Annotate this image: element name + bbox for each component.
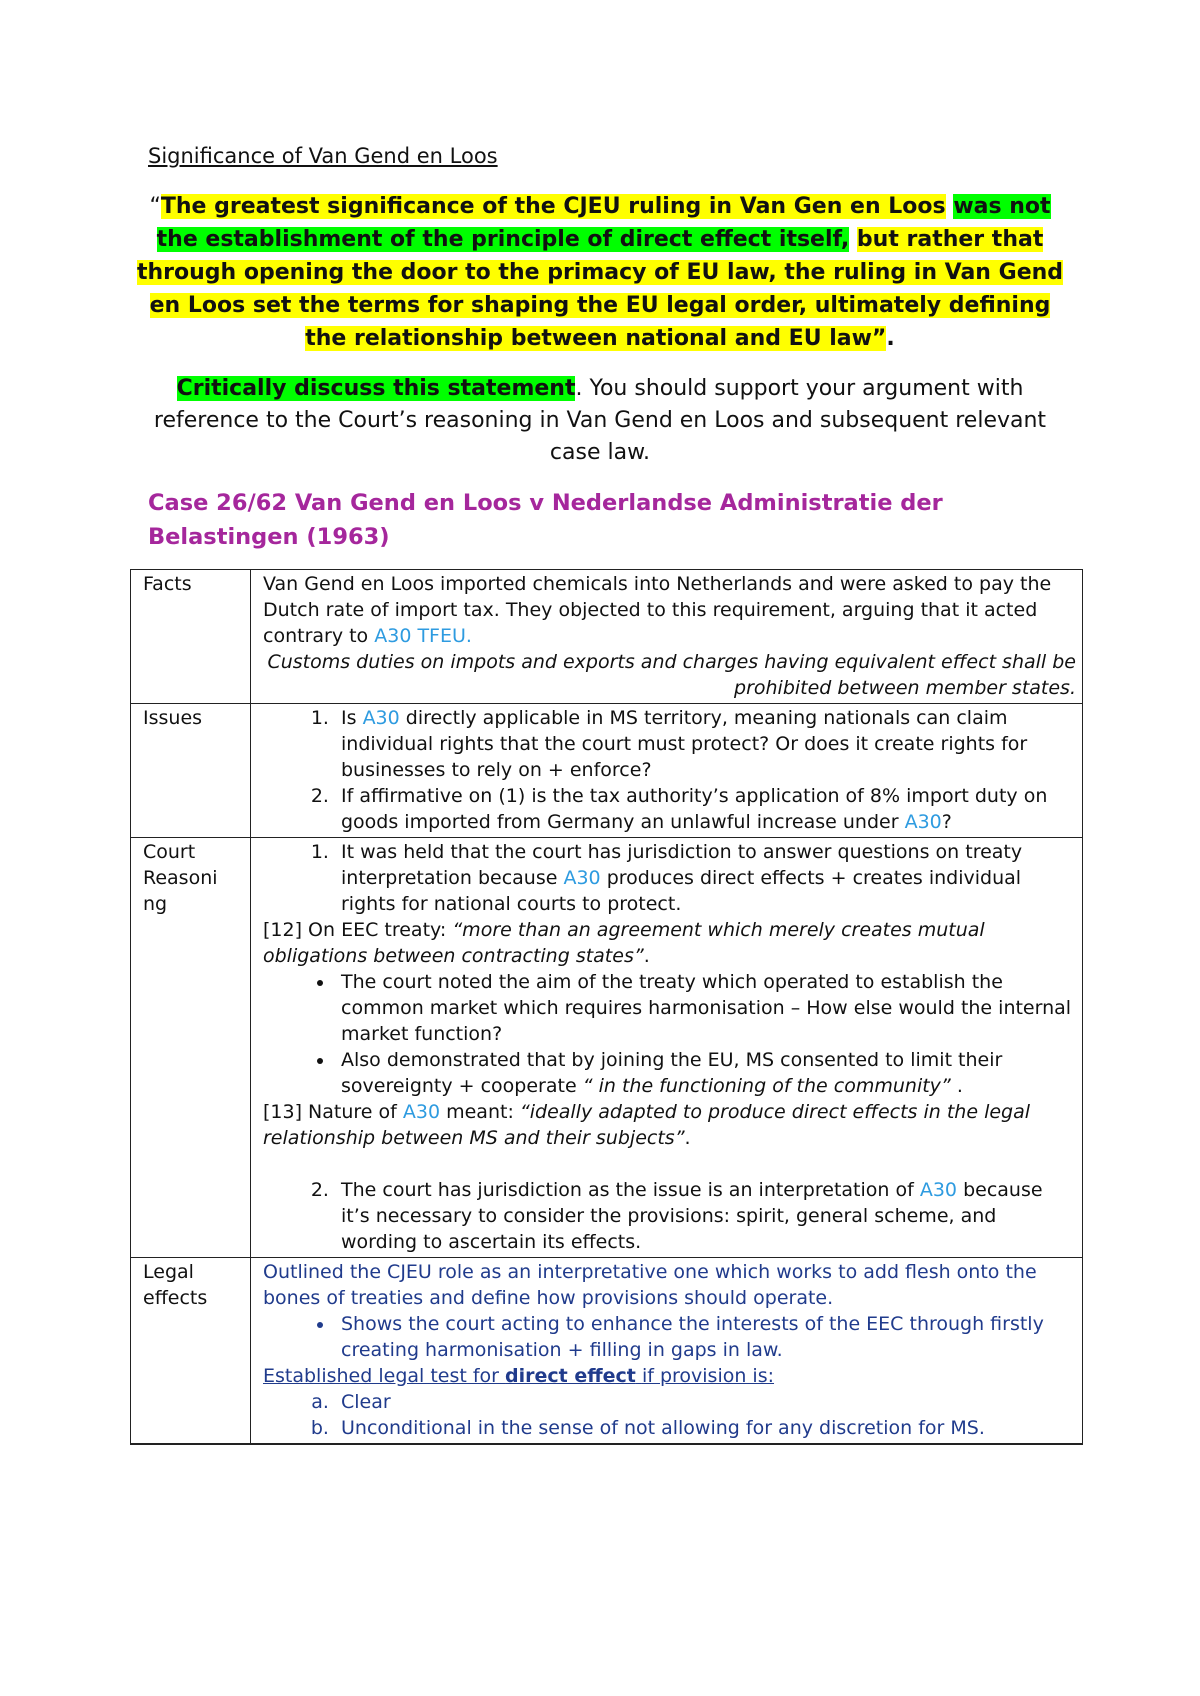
p13-quote: “ideally adapted to produce direct effects in the legal relationship between MS and their subjects” [263, 1101, 1031, 1149]
facts-quote: Customs duties on impots and exports and charges having equivalent effect shall be prohibited between member states. [267, 651, 1076, 699]
issue-2-ref: A30 [904, 811, 942, 833]
p13-text-a: [13] Nature of [263, 1101, 397, 1123]
list-item: a. Clear [335, 1389, 1076, 1415]
issues-label: Issues [131, 704, 251, 838]
reasoning-content [251, 838, 1083, 1258]
list-item [335, 839, 1076, 917]
essay-quote [135, 190, 1065, 355]
legal-effects-intro: Outlined the CJEU role as an interpretative one which works to add flesh onto the bones of treaties and define how provisions should operate. [263, 1261, 1037, 1309]
legal-test-text-a: Established legal test for [263, 1365, 499, 1387]
reasoning-label: Court Reasoni ng [131, 838, 251, 1258]
quote-part-3: but rather that through opening the door to the primacy of EU law, the ruling in Van Gend en Loos set the terms for shaping the EU legal order, ultimately defining the relationship between national and EU law” [136, 227, 1064, 351]
p13-ref: A30 [402, 1101, 441, 1123]
legal-effects-content [251, 1258, 1083, 1445]
bullet-2-quote: “ in the functioning of the community” [582, 1075, 951, 1097]
issue-2-text-a: If affirmative on (1) is the tax authority’s application of 8% import duty on goods imported from Germany an unlawful increase under [341, 785, 1048, 833]
table-row-reasoning [131, 838, 1083, 1258]
issue-1-text-a: Is [341, 707, 357, 729]
reasoning-1-text-a: It was held that the court has jurisdiction to answer questions on treaty interpretation because [341, 841, 1023, 889]
facts-label: Facts [131, 570, 251, 704]
spacer [263, 1151, 1076, 1177]
reasoning-2-text-a: The court has jurisdiction as the issue is an interpretation of [341, 1179, 914, 1201]
table-row-facts [131, 570, 1083, 704]
paragraph-13 [263, 1099, 1076, 1151]
quote-part-1: The greatest significance of the CJEU ruling in Van Gen en Loos [160, 194, 946, 219]
facts-article-ref: A30 TFEU. [374, 625, 472, 647]
case-heading: Case 26/62 Van Gend en Loos v Nederlandse Administratie der Belastingen (1963) [148, 490, 943, 550]
reasoning-list-1 [263, 839, 1076, 917]
list-item: • The court noted the aim of the treaty which operated to establish the common market which requires harmonisation – How else would the internal market function? [335, 969, 1076, 1047]
reasoning-1-text-b: produces direct effects + creates individual rights for national courts to protect. [341, 867, 1022, 915]
list-item: • Shows the court acting to enhance the interests of the EEC through firstly creating harmonisation + filling in gaps in law. [335, 1311, 1076, 1363]
p12-quote: “more than an agreement which merely creates mutual obligations between contracting states” [263, 919, 985, 967]
list-item [335, 1177, 1076, 1255]
facts-body: Van Gend en Loos imported chemicals into Netherlands and were asked to pay the Dutch rate of import tax. They objected to this requirement, arguing that it acted contrary to [263, 573, 1052, 647]
list-item [335, 1047, 1076, 1099]
bullet-2-end: . [956, 1075, 963, 1097]
page-title: Significance of Van Gend en Loos [148, 144, 498, 168]
reasoning-2-ref: A30 [919, 1179, 958, 1201]
bullet-2-text: Also demonstrated that by joining the EU, MS consented to limit their sovereignty + cooperate [341, 1049, 1003, 1097]
issue-1-text-b: directly applicable in MS territory, meaning nationals can claim individual rights that the court must protect? Or does it create rights for businesses to rely on + enforce? [341, 707, 1028, 781]
issues-content [251, 704, 1083, 838]
reasoning-1-ref: A30 [563, 867, 601, 889]
legal-effects-label: Legal effects [131, 1258, 251, 1445]
issues-list [263, 705, 1076, 835]
p12-end: . [643, 945, 650, 967]
legal-test-heading [263, 1363, 1076, 1389]
reasoning-2-text-b: because it’s necessary to consider the provisions: spirit, general scheme, and wording to ascertain its effects. [341, 1179, 1043, 1253]
list-item [335, 783, 1076, 835]
legal-effects-bullets [263, 1311, 1076, 1363]
p12-text: [12] On EEC treaty: [263, 919, 447, 941]
facts-content [251, 570, 1083, 704]
issue-2-text-b: ? [941, 811, 952, 833]
p13-text-b: meant: [446, 1101, 514, 1123]
quote-open-mark: “ [149, 194, 161, 219]
issue-1-ref: A30 [362, 707, 400, 729]
case-table [130, 569, 1083, 1445]
table-row-issues [131, 704, 1083, 838]
legal-test-criteria [263, 1389, 1076, 1441]
list-item [335, 705, 1076, 783]
task-highlight: Critically discuss this statement [176, 376, 576, 401]
p13-end: . [684, 1127, 691, 1149]
legal-test-text-b: if provision is: [641, 1365, 775, 1387]
facts-text [263, 571, 1076, 649]
legal-test-bold: direct effect [505, 1365, 636, 1387]
reasoning-list-2 [263, 1177, 1076, 1255]
quote-end: . [886, 326, 895, 351]
essay-task [135, 373, 1065, 469]
list-item: b. Unconditional in the sense of not allowing for any discretion for MS. [335, 1415, 1076, 1441]
table-row-legal-effects [131, 1258, 1083, 1445]
paragraph-12 [263, 917, 1076, 969]
quote-part-2: was not the establishment of the principle of direct effect itself, [156, 194, 1051, 252]
reasoning-bullets [263, 969, 1076, 1099]
task-rest: . You should support your argument with reference to the Court’s reasoning in Van Gend en Loos and subsequent relevant case law. [153, 376, 1047, 465]
